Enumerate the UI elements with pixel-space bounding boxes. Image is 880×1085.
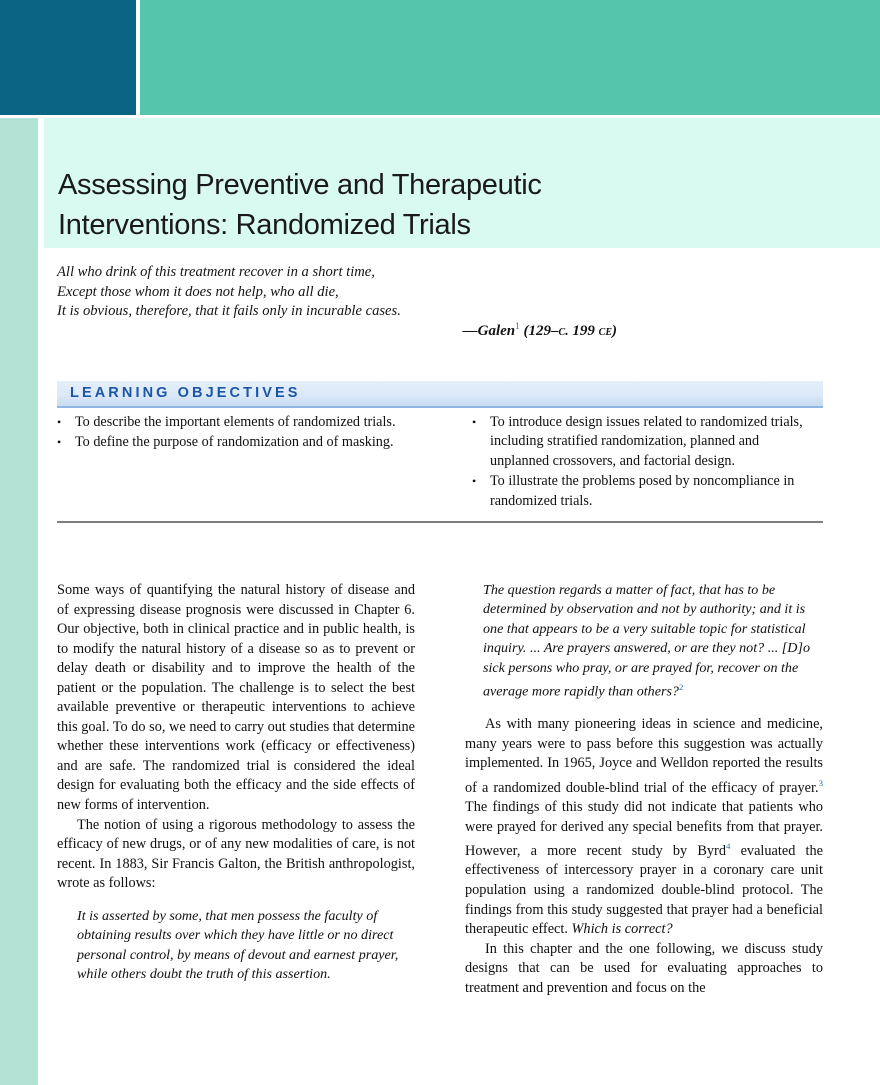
learning-objectives-left-column [57, 413, 440, 512]
chapter-title-line-2: Interventions: Randomized Trials [58, 209, 471, 242]
list-item [472, 472, 823, 511]
body-right-column [465, 581, 823, 998]
body-paragraph: The notion of using a rigorous methodology to assess the efficacy of new drugs, or of any new modalities of care, is not recent. In 1883, Sir Francis Galton, the British anthropologist, wrote as follows: [57, 816, 415, 892]
bullet-icon: • [57, 415, 62, 429]
body-paragraph [465, 715, 823, 940]
section-divider-rule [57, 521, 823, 523]
bullet-icon: • [57, 435, 62, 450]
epigraph-line-3: It is obvious, therefore, that it fails only in incurable cases. [57, 303, 401, 320]
learning-objective-text: To describe the important elements of randomized trials. [75, 414, 396, 430]
body-text-segment: As with many pioneering ideas in science and medicine, many years were to pass before this suggestion was actually implemented. In 1965, Joyce and Welldon reported the results of a randomized double-blind trial of the efficacy of prayer. [465, 716, 823, 796]
list-item [57, 413, 440, 432]
chapter-title-line-1: Assessing Preventive and Therapeutic [58, 169, 542, 202]
list-item [472, 413, 823, 471]
page-header-band [0, 0, 880, 118]
learning-objective-text: To introduce design issues related to randomized trials, including stratified randomization, planned and unplanned crossovers, and factorial design. [490, 414, 803, 469]
epigraph-attribution-author: —Galen [462, 323, 516, 339]
learning-objectives-columns [57, 413, 823, 512]
header-green-color-block [140, 0, 880, 115]
epigraph-attribution [57, 322, 617, 340]
list-item [57, 433, 440, 452]
learning-objectives-right-column [440, 413, 823, 512]
body-paragraph: In this chapter and the one following, we discuss study designs that can be used for evaluating approaches to treatment and prevention and focus on the [465, 940, 823, 996]
epigraph-attribution-open: (129– [519, 323, 559, 339]
page-title [58, 165, 758, 245]
epigraph-line-2: Except those whom it does not help, who all die, [57, 283, 339, 300]
left-margin-color-strip [0, 118, 38, 1085]
reference-marker-1[interactable]: 1 [515, 322, 520, 332]
chapter-title-panel [44, 118, 880, 248]
header-dark-color-block [0, 0, 136, 115]
block-quote: It is asserted by some, that men possess the faculty of obtaining results over which they have little or no direct personal control, by means of devout and earnest prayer, while others doubt the truth of this assertion. [77, 907, 399, 982]
body-paragraph: Some ways of quantifying the natural history of disease and of expressing disease prognosis were discussed in Chapter 6. Our objective, both in clinical practice and in public health, is to modify the natural history of a disease so as to prevent or delay death or disability and to improve the health of the patient or the population. The challenge is to select the best available preventive or therapeutic interventions to achieve this goal. To do so, we need to carry out studies that determine whether these interventions work (efficacy or effectiveness) and are safe. The randomized trial is considered the ideal design for evaluating both the efficacy and the side effects of new forms of intervention. [57, 582, 415, 814]
reference-marker-3[interactable]: 3 [818, 777, 823, 788]
block-quote-text: The question regards a matter of fact, that has to be determined by observation and not by authority; and it is one that appears to be a very suitable topic for statistical inquiry. ... Are prayers answered, or are they not? ... [D]o sick persons who pray, or are prayed for, recover on the average more rapidly than others? [483, 582, 811, 700]
bullet-icon: • [472, 415, 477, 429]
reference-marker-2[interactable]: 2 [678, 682, 684, 693]
epigraph-line-1: All who drink of this treatment recover in a short time, [57, 264, 375, 280]
epigraph-attribution-year: 199 [568, 323, 599, 339]
epigraph-quote [57, 263, 617, 322]
epigraph-attribution-era: ce [598, 323, 612, 338]
learning-objectives-heading: LEARNING OBJECTIVES [70, 385, 301, 401]
bullet-icon: • [472, 474, 477, 489]
body-text-emphasis: Which is correct? [571, 921, 673, 938]
learning-objectives-section [57, 381, 823, 512]
learning-objective-text: To define the purpose of randomization and of masking. [75, 434, 394, 451]
learning-objectives-header-bar [57, 381, 823, 408]
epigraph-attribution-circa: c. [558, 323, 569, 338]
body-text-columns [57, 581, 823, 998]
body-text-segment: The findings of this study did not indicate that patients who were prayed for derived any special benefits from that prayer. However, a more recent study by Byrd [465, 799, 823, 859]
learning-objective-text: To illustrate the problems posed by noncompliance in randomized trials. [490, 473, 795, 509]
reference-marker-4[interactable]: 4 [725, 841, 731, 852]
epigraph-attribution-close: ) [612, 323, 617, 339]
body-left-column [57, 581, 415, 998]
block-quote [465, 581, 823, 702]
body-text-segment: evaluated the effectiveness of intercessory prayer in a coronary care unit population using a randomized double-blind protocol. The findings from this study suggested that prayer had a beneficial therapeutic effect. [465, 842, 823, 938]
